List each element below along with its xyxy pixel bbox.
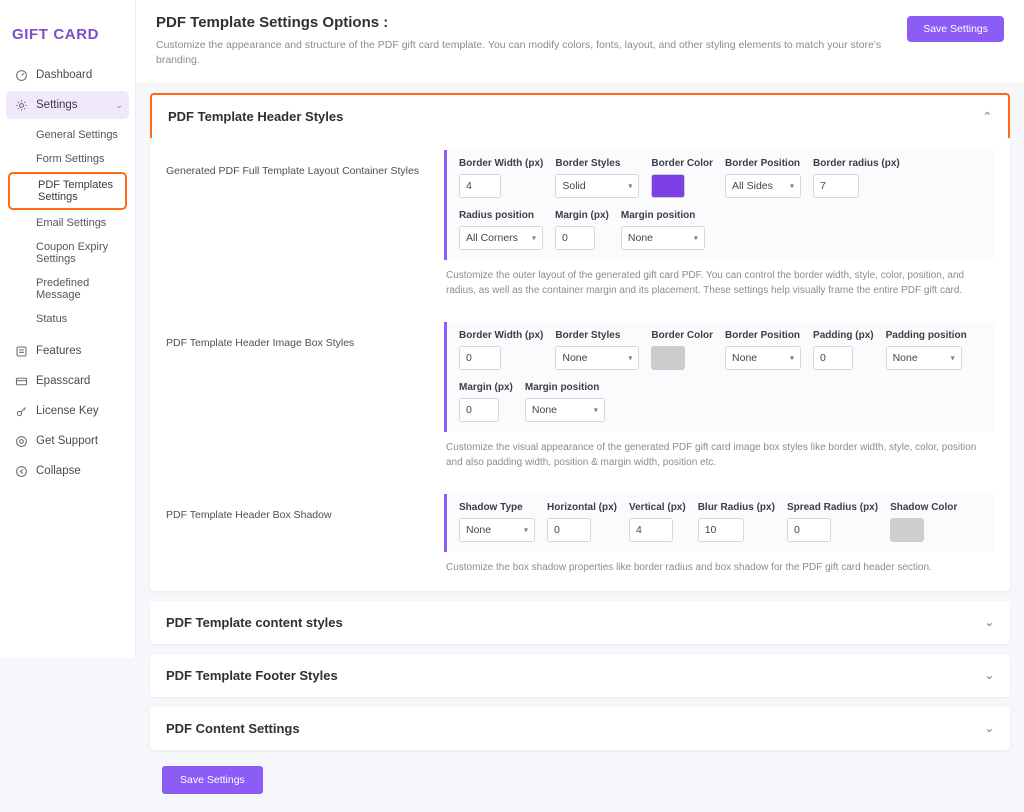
chevron-down-icon: ⌄ — [984, 670, 994, 683]
section-label: PDF Template Header Image Box Styles — [166, 337, 355, 350]
field-label: Border Position — [725, 330, 801, 342]
field-label: Border Styles — [555, 158, 621, 170]
save-settings-button-bottom[interactable]: Save Settings — [162, 766, 263, 794]
select-value: All Corners — [466, 232, 518, 245]
select-value: None — [892, 352, 918, 365]
sidebar-item-features[interactable] — [6, 337, 129, 365]
section-layout-container-styles — [150, 138, 1010, 310]
field-label: Vertical (px) — [629, 502, 686, 514]
field-label: Border Width (px) — [459, 158, 544, 170]
gauge-icon — [14, 68, 28, 82]
margin-input[interactable] — [459, 398, 499, 422]
field-horizontal — [547, 502, 617, 542]
field-label: Padding position — [885, 330, 967, 342]
field-group — [444, 494, 994, 552]
field-label: Blur Radius (px) — [697, 502, 775, 514]
card-icon — [14, 374, 28, 388]
border-color-swatch[interactable] — [651, 346, 685, 370]
sidebar-item-status[interactable]: Status — [36, 313, 68, 325]
border-styles-select[interactable] — [555, 174, 639, 198]
field-label: Horizontal (px) — [547, 502, 617, 514]
section-header-box-shadow — [150, 482, 1010, 587]
field-label: Spread Radius (px) — [786, 502, 879, 514]
page-subtitle: Customize the appearance and structure of the PDF gift card template. You can modify colors, fonts, layout, and other styling elements to match your store's branding. — [156, 39, 882, 66]
sidebar-item-label: Settings — [36, 99, 78, 111]
chevron-down-icon: ▾ — [628, 181, 633, 191]
accordion-header[interactable] — [150, 601, 1010, 644]
border-position-select[interactable] — [725, 174, 801, 198]
sidebar-item-coupon-expiry-settings[interactable]: Coupon Expiry Settings — [36, 241, 109, 265]
accordion-title: PDF Template Header Styles — [168, 109, 344, 125]
horizontal-input[interactable] — [547, 518, 591, 542]
footer-actions — [136, 750, 1024, 812]
sidebar-item-dashboard[interactable] — [6, 61, 129, 89]
sidebar-item-email-settings[interactable]: Email Settings — [36, 217, 107, 229]
chevron-down-icon: ▾ — [628, 353, 633, 363]
chevron-down-icon: ▾ — [950, 353, 955, 363]
field-label: Border Styles — [555, 330, 621, 342]
sidebar-item-label: Get Support — [36, 435, 99, 447]
field-border-color — [651, 158, 713, 198]
field-border-styles — [555, 330, 639, 370]
shadow-color-swatch[interactable] — [890, 518, 924, 542]
settings-subnav — [6, 121, 129, 337]
field-border-color — [651, 330, 713, 370]
radius-position-select[interactable] — [459, 226, 543, 250]
border-radius-input[interactable] — [813, 174, 859, 198]
field-padding-position — [886, 330, 967, 370]
select-value: Solid — [562, 180, 586, 193]
field-padding — [813, 330, 874, 370]
field-spread-radius — [787, 502, 878, 542]
field-border-position — [725, 158, 801, 198]
border-styles-select[interactable] — [555, 346, 639, 370]
chevron-down-icon: ▾ — [790, 353, 795, 363]
sidebar-item-collapse[interactable] — [6, 457, 129, 485]
accordion-title: PDF Template Footer Styles — [166, 668, 338, 684]
field-label: Shadow Color — [890, 502, 958, 514]
lifebuoy-icon — [14, 434, 28, 448]
sidebar-item-general-settings[interactable]: General Settings — [36, 129, 118, 141]
sidebar-item-label: License Key — [36, 405, 99, 417]
page-title: PDF Template Settings Options : — [156, 14, 389, 31]
select-value: None — [627, 232, 653, 245]
field-margin — [555, 210, 609, 250]
field-label: Shadow Type — [459, 502, 523, 514]
select-value: None — [466, 524, 492, 537]
list-icon — [14, 344, 28, 358]
field-label: Margin (px) — [555, 210, 609, 222]
padding-position-select[interactable] — [886, 346, 962, 370]
sidebar — [0, 0, 136, 658]
sidebar-item-label: Collapse — [36, 465, 81, 477]
sidebar-item-label: Epasscard — [36, 375, 91, 387]
accordion-pdf-template-footer-styles — [150, 654, 1010, 697]
margin-position-select[interactable] — [525, 398, 605, 422]
select-value: None — [732, 352, 758, 365]
chevron-up-icon: ⌃ — [982, 111, 992, 124]
field-group — [444, 150, 994, 260]
border-width-input[interactable] — [459, 174, 501, 198]
field-label: Margin position — [524, 382, 600, 394]
field-shadow-color — [890, 502, 957, 542]
chevron-down-icon: ⌄ — [984, 617, 994, 630]
accordion-pdf-content-settings — [150, 707, 1010, 750]
section-header-image-box-styles — [150, 310, 1010, 482]
margin-position-select[interactable] — [621, 226, 705, 250]
sidebar-item-get-support[interactable] — [6, 427, 129, 455]
field-margin-position — [621, 210, 705, 250]
field-border-width — [459, 330, 543, 370]
border-color-swatch[interactable] — [651, 174, 685, 198]
field-label: Margin position — [620, 210, 696, 222]
chevron-down-icon: ▾ — [593, 405, 598, 415]
field-label: Border Color — [651, 330, 714, 342]
field-label: Border Color — [651, 158, 714, 170]
key-icon — [14, 404, 28, 418]
sidebar-item-predefined-message[interactable]: Predefined Message — [36, 277, 90, 301]
field-vertical — [629, 502, 686, 542]
accordion-pdf-template-content-styles — [150, 601, 1010, 644]
sidebar-item-form-settings[interactable]: Form Settings — [36, 153, 105, 165]
border-position-select[interactable] — [725, 346, 801, 370]
field-label: Border Width (px) — [459, 330, 544, 342]
sidebar-item-label: Dashboard — [36, 69, 93, 81]
field-label: Border radius (px) — [813, 158, 900, 170]
field-shadow-type — [459, 502, 535, 542]
accordion-title: PDF Content Settings — [166, 721, 300, 737]
accordion-header[interactable] — [152, 95, 1008, 138]
field-label: Border Position — [725, 158, 801, 170]
blur-radius-input[interactable] — [698, 518, 744, 542]
save-settings-button-top[interactable]: Save Settings — [907, 16, 1004, 42]
shadow-type-select[interactable] — [459, 518, 535, 542]
field-border-styles — [555, 158, 639, 198]
field-border-radius — [813, 158, 900, 198]
gear-icon — [14, 98, 28, 112]
sidebar-item-pdf-templates-settings[interactable]: PDF Templates Settings — [8, 172, 127, 210]
sidebar-item-settings[interactable] — [6, 91, 129, 119]
select-value: None — [562, 352, 588, 365]
chevron-down-icon: ▾ — [523, 525, 528, 535]
header-styles-body — [150, 138, 1010, 591]
select-value: All Sides — [732, 180, 773, 193]
field-border-position — [725, 330, 801, 370]
field-margin-position — [525, 382, 605, 422]
collapse-icon — [14, 464, 28, 478]
chevron-down-icon: ▾ — [531, 233, 536, 243]
field-border-width — [459, 158, 543, 198]
field-group — [444, 322, 994, 432]
field-margin — [459, 382, 513, 422]
page-header — [136, 0, 1024, 83]
chevron-down-icon: ▾ — [790, 181, 795, 191]
field-label: Radius position — [459, 210, 534, 222]
sidebar-item-label: Features — [36, 345, 82, 357]
accordion-pdf-template-header-styles — [150, 93, 1010, 138]
sidebar-nav — [0, 61, 135, 485]
section-helper-text: Customize the visual appearance of the generated PDF gift card image box styles like border width, style, color, position and also padding width, position & margin width, position etc. — [446, 442, 977, 469]
accordion-title: PDF Template content styles — [166, 615, 343, 631]
chevron-down-icon: ⌄ — [984, 723, 994, 736]
select-value: None — [531, 404, 557, 417]
sidebar-item-license-key[interactable] — [6, 397, 129, 425]
section-helper-text: Customize the outer layout of the generated gift card PDF. You can control the border width, style, color, position, and radius, as well as the container margin and its placement. These settings help visually frame the entire PDF gift card. — [446, 270, 965, 297]
border-width-input[interactable] — [459, 346, 501, 370]
accordion-header[interactable] — [150, 707, 1010, 750]
margin-input[interactable] — [555, 226, 595, 250]
section-label: Generated PDF Full Template Layout Container Styles — [166, 165, 420, 178]
field-radius-position — [459, 210, 543, 250]
brand-logo: GIFT CARD — [12, 26, 100, 43]
main-content — [136, 0, 1024, 787]
sidebar-item-epasscard[interactable] — [6, 367, 129, 395]
section-label: PDF Template Header Box Shadow — [166, 509, 332, 522]
field-label: Margin (px) — [459, 382, 513, 394]
field-label: Padding (px) — [813, 330, 874, 342]
vertical-input[interactable] — [629, 518, 673, 542]
padding-input[interactable] — [813, 346, 853, 370]
field-blur-radius — [698, 502, 775, 542]
chevron-down-icon: ▾ — [693, 233, 698, 243]
accordion-header[interactable] — [150, 654, 1010, 697]
spread-radius-input[interactable] — [787, 518, 831, 542]
section-helper-text: Customize the box shadow properties like border radius and box shadow for the PDF gift card header section. — [446, 562, 932, 574]
chevron-down-icon: ⌄ — [115, 99, 123, 110]
